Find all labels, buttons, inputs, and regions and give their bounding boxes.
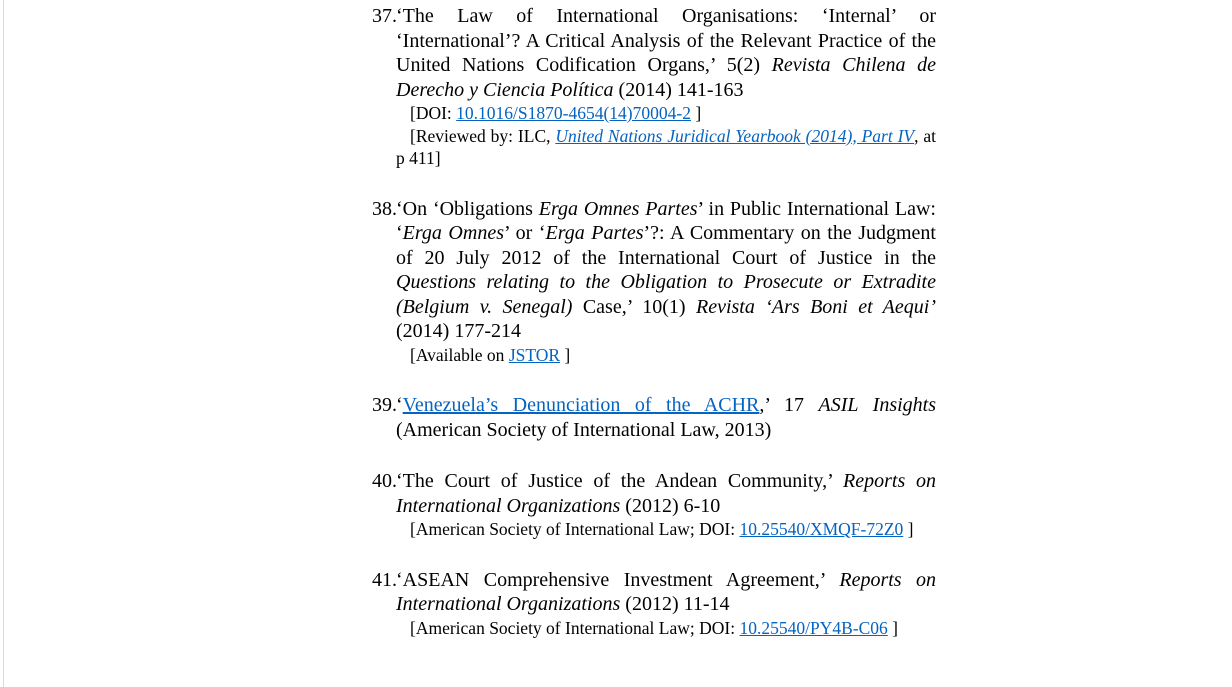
entry-citation: [396, 568, 936, 617]
publication-entry: [372, 197, 936, 367]
entry-citation: [396, 197, 936, 344]
citation-text: [American Society of International Law; DOI:: [410, 519, 740, 539]
entry-citation: [396, 393, 936, 442]
entry-body: [396, 197, 936, 367]
yearbook-review-link[interactable]: United Nations Juridical Yearbook (2014), Part IV: [555, 125, 915, 146]
entry-body: [396, 4, 936, 170]
citation-text: [Reviewed by: ILC,: [410, 125, 556, 146]
entry-number: 37.: [372, 5, 397, 27]
publication-entry: [372, 469, 936, 541]
entry-citation: [396, 469, 936, 518]
venezuela-achr-article-link[interactable]: Venezuela’s Denunciation of the ACHR: [402, 394, 760, 416]
entry-annotation: [396, 518, 936, 541]
entry-annotation: [396, 125, 936, 170]
citation-text: Reports on International Organizations: [396, 470, 936, 517]
citation-text: Erga Omnes: [402, 222, 504, 244]
citation-text: ]: [903, 519, 914, 539]
entry-body: [396, 568, 936, 640]
citation-text: ]: [887, 617, 898, 638]
citation-text: Erga Omnes Partes: [538, 197, 698, 220]
citation-text: [American Society of International Law; DOI:: [410, 617, 740, 638]
citation-text: ]: [560, 344, 571, 365]
citation-text: Reports on International Organizations: [396, 568, 937, 615]
entry-annotation: [396, 102, 936, 125]
citation-text: ]: [690, 103, 702, 123]
entry-body: [396, 469, 936, 541]
page-left-border: [3, 0, 4, 687]
entry-annotation: [396, 617, 936, 640]
citation-text: ’ in Public International Law: ‘: [396, 197, 936, 244]
citation-text: ‘The Law of International Organisations: ‘Internal’ or ‘International’? A Critical Analysis of the Relevant Practice of the United Nations Codification Organs,’ 5(2): [396, 5, 936, 76]
citation-text: (American Society of International Law, 2013): [396, 418, 772, 441]
entry-number: 39.: [372, 394, 397, 416]
citation-text: [DOI:: [410, 103, 457, 123]
citation-text: [Available on: [410, 344, 509, 365]
citation-text: , at p 411]: [396, 125, 936, 168]
entry-number: 41.: [372, 568, 397, 591]
citation-text: ‘On ‘Obligations: [396, 197, 539, 220]
entry-citation: [396, 4, 936, 102]
jstor-link[interactable]: JSTOR: [508, 344, 561, 365]
publication-entry: [372, 568, 936, 640]
publication-entry: [372, 4, 936, 170]
citation-text: ,’ 17: [759, 394, 819, 416]
citation-text: ‘: [396, 394, 403, 416]
citation-text: (2014) 177-214: [396, 320, 521, 342]
citation-text: ‘ASEAN Comprehensive Investment Agreement,’: [396, 568, 840, 591]
citation-text: ’ or ‘: [503, 222, 546, 244]
citation-text: (2012) 11-14: [620, 593, 730, 615]
entry-annotation: [396, 344, 936, 367]
publication-entry: [372, 393, 936, 442]
entry-body: [396, 393, 936, 442]
citation-text: Questions relating to the Obligation to Prosecute or Extradite (Belgium v. Senegal): [396, 271, 936, 318]
doi-link-entry-41[interactable]: 10.25540/PY4B-C06: [739, 617, 888, 638]
citation-text: ‘The Court of Justice of the Andean Community,’: [396, 470, 844, 492]
entry-number: 40.: [372, 470, 397, 492]
citation-text: Revista ‘Ars Boni et Aequi’: [695, 295, 936, 318]
citation-text: Revista Chilena de Derecho y Ciencia Política: [396, 54, 937, 101]
doi-link-entry-37[interactable]: 10.1016/S1870-4654(14)70004-2: [456, 103, 691, 123]
doi-link-entry-40[interactable]: 10.25540/XMQF-72Z0: [739, 519, 904, 539]
citation-text: ’?: A Commentary on the Judgment of 20 July 2012 of the International Court of Justice in the: [396, 222, 936, 269]
publication-list: [372, 4, 936, 666]
citation-text: ASIL Insights: [818, 394, 937, 416]
citation-text: Case,’ 10(1): [572, 295, 696, 318]
citation-text: (2012) 6-10: [620, 494, 721, 517]
citation-text: Erga Partes: [545, 222, 644, 244]
entry-number: 38.: [372, 197, 397, 220]
citation-text: (2014) 141-163: [613, 78, 744, 101]
